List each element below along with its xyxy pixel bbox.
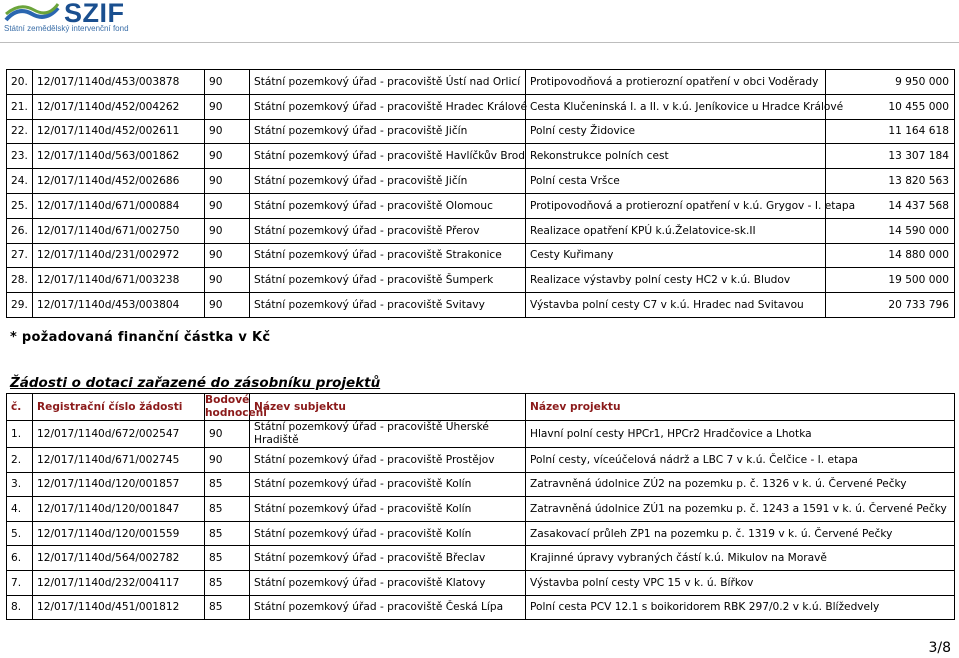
table-row bbox=[7, 94, 955, 119]
cell-rank: 24. bbox=[7, 169, 33, 194]
table-row bbox=[7, 497, 955, 522]
section-title: Žádosti o dotaci zařazené do zásobníku projektů bbox=[10, 375, 381, 391]
cell-project: Polní cesty Židovice bbox=[526, 119, 826, 144]
cell-amount: 13 820 563 bbox=[826, 169, 955, 194]
reserve-projects-table bbox=[6, 393, 955, 620]
cell-rank: 25. bbox=[7, 193, 33, 218]
table-row bbox=[7, 546, 955, 571]
cell-subject: Státní pozemkový úřad - pracoviště Jičín bbox=[250, 169, 526, 194]
cell-project: Zasakovací průleh ZP1 na pozemku p. č. 1319 v k. ú. Červené Pečky bbox=[526, 521, 955, 546]
cell-subject: Státní pozemkový úřad - pracoviště Uherské Hradiště bbox=[250, 421, 526, 448]
cell-project: Realizace opatření KPÚ k.ú.Želatovice-sk.II bbox=[526, 218, 826, 243]
header-project: Název projektu bbox=[526, 394, 955, 421]
cell-points: 85 bbox=[205, 472, 250, 497]
cell-points: 90 bbox=[205, 169, 250, 194]
table-row bbox=[7, 421, 955, 448]
cell-project: Polní cesta PCV 12.1 s boikoridorem RBK 297/0.2 v k.ú. Blížedvely bbox=[526, 595, 955, 620]
cell-project: Rekonstrukce polních cest bbox=[526, 144, 826, 169]
cell-project: Zatravněná údolnice ZÚ1 na pozemku p. č. 1243 a 1591 v k. ú. Červené Pečky bbox=[526, 497, 955, 522]
cell-code: 12/017/1140d/231/002972 bbox=[33, 243, 205, 268]
cell-code: 12/017/1140d/451/001812 bbox=[33, 595, 205, 620]
cell-project: Výstavba polní cesty VPC 15 v k. ú. Bířkov bbox=[526, 570, 955, 595]
table-row bbox=[7, 144, 955, 169]
cell-code: 12/017/1140d/671/002750 bbox=[33, 218, 205, 243]
cell-points: 90 bbox=[205, 421, 250, 448]
header-points: Bodové hodnocení bbox=[205, 394, 267, 419]
cell-project: Polní cesty, víceúčelová nádrž a LBC 7 v k.ú. Čelčice - I. etapa bbox=[526, 448, 955, 473]
header-code: Registrační číslo žádosti bbox=[33, 394, 205, 421]
cell-project: Protipovodňová a protierozní opatření v k.ú. Grygov - I. etapa bbox=[526, 193, 826, 218]
cell-rank: 29. bbox=[7, 293, 33, 318]
cell-points: 85 bbox=[205, 521, 250, 546]
cell-code: 12/017/1140d/120/001559 bbox=[33, 521, 205, 546]
cell-subject: Státní pozemkový úřad - pracoviště Klatovy bbox=[250, 570, 526, 595]
cell-code: 12/017/1140d/453/003878 bbox=[33, 70, 205, 95]
cell-project: Cesta Klučeninská I. a II. v k.ú. Jeníkovice u Hradce Králové bbox=[526, 94, 826, 119]
cell-subject: Státní pozemkový úřad - pracoviště Jičín bbox=[250, 119, 526, 144]
cell-no: 8. bbox=[7, 595, 33, 620]
cell-code: 12/017/1140d/671/002745 bbox=[33, 448, 205, 473]
cell-project: Zatravněná údolnice ZÚ2 na pozemku p. č. 1326 v k. ú. Červené Pečky bbox=[526, 472, 955, 497]
cell-rank: 27. bbox=[7, 243, 33, 268]
cell-points: 90 bbox=[205, 144, 250, 169]
cell-project: Krajinné úpravy vybraných částí k.ú. Mikulov na Moravě bbox=[526, 546, 955, 571]
cell-amount: 11 164 618 bbox=[826, 119, 955, 144]
cell-code: 12/017/1140d/563/001862 bbox=[33, 144, 205, 169]
cell-subject: Státní pozemkový úřad - pracoviště Ústí nad Orlicí bbox=[250, 70, 526, 95]
page-number: 3/8 bbox=[928, 640, 951, 656]
cell-rank: 20. bbox=[7, 70, 33, 95]
logo-subtitle: Státní zemědělský intervenční fond bbox=[4, 24, 129, 33]
cell-amount: 13 307 184 bbox=[826, 144, 955, 169]
cell-amount: 14 437 568 bbox=[826, 193, 955, 218]
cell-project: Polní cesta Vršce bbox=[526, 169, 826, 194]
cell-project: Protipovodňová a protierozní opatření v obci Voděrady bbox=[526, 70, 826, 95]
cell-no: 6. bbox=[7, 546, 33, 571]
cell-no: 3. bbox=[7, 472, 33, 497]
cell-points: 90 bbox=[205, 448, 250, 473]
table-header-row bbox=[7, 394, 955, 421]
cell-code: 12/017/1140d/452/002611 bbox=[33, 119, 205, 144]
cell-subject: Státní pozemkový úřad - pracoviště Břeclav bbox=[250, 546, 526, 571]
table-row bbox=[7, 472, 955, 497]
cell-points: 90 bbox=[205, 268, 250, 293]
cell-rank: 22. bbox=[7, 119, 33, 144]
cell-subject: Státní pozemkový úřad - pracoviště Kolín bbox=[250, 521, 526, 546]
cell-subject: Státní pozemkový úřad - pracoviště Havlíčkův Brod bbox=[250, 144, 526, 169]
table-row bbox=[7, 570, 955, 595]
cell-no: 2. bbox=[7, 448, 33, 473]
table-row bbox=[7, 595, 955, 620]
cell-subject: Státní pozemkový úřad - pracoviště Strakonice bbox=[250, 243, 526, 268]
cell-points: 85 bbox=[205, 497, 250, 522]
cell-code: 12/017/1140d/120/001847 bbox=[33, 497, 205, 522]
cell-code: 12/017/1140d/452/004262 bbox=[33, 94, 205, 119]
cell-subject: Státní pozemkový úřad - pracoviště Česká Lípa bbox=[250, 595, 526, 620]
cell-points: 90 bbox=[205, 94, 250, 119]
cell-code: 12/017/1140d/564/002782 bbox=[33, 546, 205, 571]
logo-text: SZIF bbox=[64, 0, 125, 28]
table-row bbox=[7, 448, 955, 473]
cell-points: 90 bbox=[205, 119, 250, 144]
cell-no: 4. bbox=[7, 497, 33, 522]
cell-subject: Státní pozemkový úřad - pracoviště Prostějov bbox=[250, 448, 526, 473]
table-row bbox=[7, 169, 955, 194]
cell-points: 90 bbox=[205, 243, 250, 268]
header-divider bbox=[0, 42, 959, 43]
cell-subject: Státní pozemkový úřad - pracoviště Hradec Králové bbox=[250, 94, 526, 119]
cell-code: 12/017/1140d/671/000884 bbox=[33, 193, 205, 218]
cell-rank: 21. bbox=[7, 94, 33, 119]
cell-no: 7. bbox=[7, 570, 33, 595]
cell-points: 85 bbox=[205, 570, 250, 595]
cell-project: Hlavní polní cesty HPCr1, HPCr2 Hradčovice a Lhotka bbox=[526, 421, 955, 448]
table-row bbox=[7, 70, 955, 95]
cell-amount: 10 455 000 bbox=[826, 94, 955, 119]
cell-amount: 14 880 000 bbox=[826, 243, 955, 268]
amount-note: * požadovaná finanční částka v Kč bbox=[10, 330, 271, 345]
cell-project: Výstavba polní cesty C7 v k.ú. Hradec nad Svitavou bbox=[526, 293, 826, 318]
cell-code: 12/017/1140d/453/003804 bbox=[33, 293, 205, 318]
cell-subject: Státní pozemkový úřad - pracoviště Přerov bbox=[250, 218, 526, 243]
cell-rank: 26. bbox=[7, 218, 33, 243]
cell-points: 90 bbox=[205, 193, 250, 218]
table-row bbox=[7, 119, 955, 144]
header-no: č. bbox=[7, 394, 33, 421]
approved-applications-table bbox=[6, 69, 955, 318]
cell-points: 90 bbox=[205, 218, 250, 243]
cell-amount: 20 733 796 bbox=[826, 293, 955, 318]
table-row bbox=[7, 293, 955, 318]
cell-subject: Státní pozemkový úřad - pracoviště Kolín bbox=[250, 497, 526, 522]
table-row bbox=[7, 193, 955, 218]
cell-code: 12/017/1140d/452/002686 bbox=[33, 169, 205, 194]
cell-rank: 23. bbox=[7, 144, 33, 169]
table-row bbox=[7, 268, 955, 293]
table-row bbox=[7, 521, 955, 546]
cell-subject: Státní pozemkový úřad - pracoviště Olomouc bbox=[250, 193, 526, 218]
header-subject: Název subjektu bbox=[250, 394, 526, 421]
cell-code: 12/017/1140d/120/001857 bbox=[33, 472, 205, 497]
szif-logo-mark-icon bbox=[4, 2, 60, 24]
cell-subject: Státní pozemkový úřad - pracoviště Kolín bbox=[250, 472, 526, 497]
cell-project: Cesty Kuřimany bbox=[526, 243, 826, 268]
cell-amount: 19 500 000 bbox=[826, 268, 955, 293]
cell-rank: 28. bbox=[7, 268, 33, 293]
cell-points: 85 bbox=[205, 595, 250, 620]
cell-code: 12/017/1140d/232/004117 bbox=[33, 570, 205, 595]
cell-code: 12/017/1140d/671/003238 bbox=[33, 268, 205, 293]
cell-points: 90 bbox=[205, 293, 250, 318]
cell-points: 90 bbox=[205, 70, 250, 95]
cell-project: Realizace výstavby polní cesty HC2 v k.ú. Bludov bbox=[526, 268, 826, 293]
cell-amount: 14 590 000 bbox=[826, 218, 955, 243]
cell-no: 5. bbox=[7, 521, 33, 546]
cell-amount: 9 950 000 bbox=[826, 70, 955, 95]
cell-subject: Státní pozemkový úřad - pracoviště Šumperk bbox=[250, 268, 526, 293]
cell-no: 1. bbox=[7, 421, 33, 448]
cell-points: 85 bbox=[205, 546, 250, 571]
table-row bbox=[7, 243, 955, 268]
cell-code: 12/017/1140d/672/002547 bbox=[33, 421, 205, 448]
szif-logo bbox=[4, 0, 129, 36]
table-row bbox=[7, 218, 955, 243]
cell-subject: Státní pozemkový úřad - pracoviště Svitavy bbox=[250, 293, 526, 318]
